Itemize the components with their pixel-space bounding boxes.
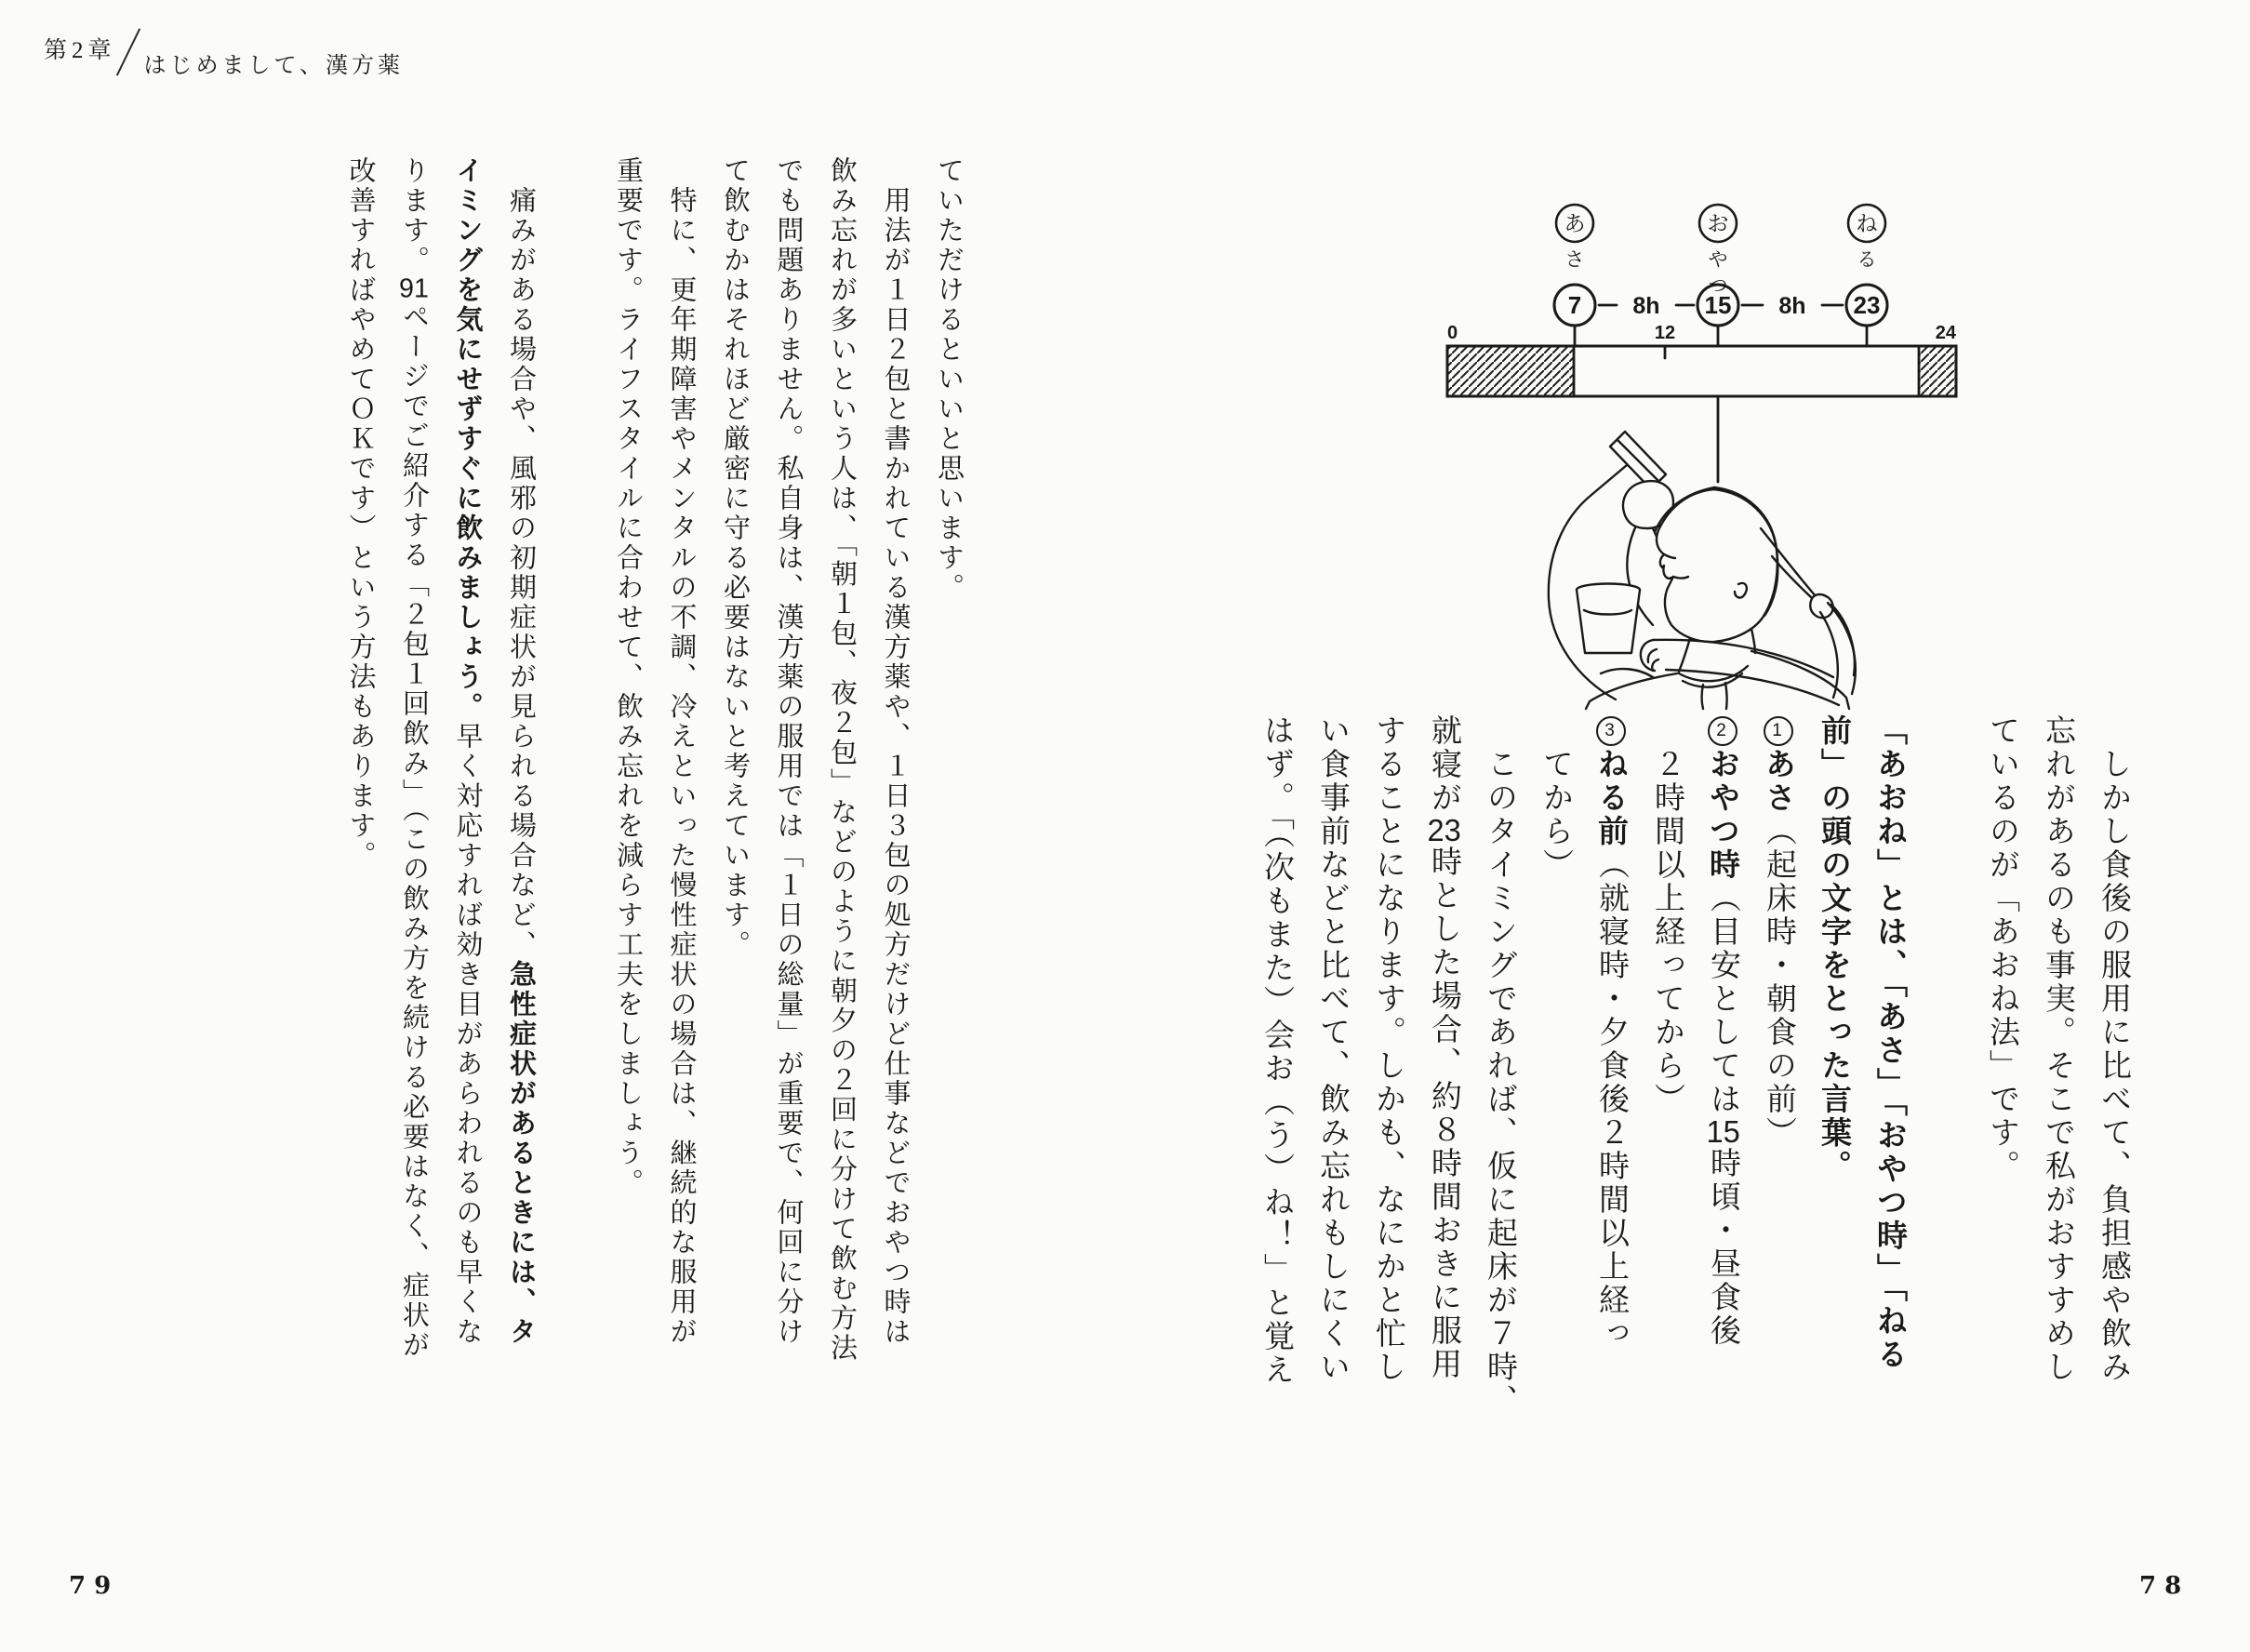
text-segment: 前」の頭の文字をとった言葉。 [1817,714,1852,1183]
kana-tail: る [1857,249,1877,271]
circled-number: 3 [1596,716,1626,746]
text-segment: でも問題ありません。私自身は、漢方薬の服用では「１日の総量」が重要で、何回に分け [773,156,804,1347]
running-head [44,26,404,79]
kana-head: ね [1856,211,1878,235]
text-column [1862,714,1918,1451]
circled-number: 1 [1764,716,1793,746]
tcy-number: 15 [1706,1116,1740,1147]
text-column [1639,714,1695,1485]
text-column [1527,714,1583,1485]
text-column [2085,714,2141,1485]
kana-head: あ [1564,211,1586,235]
text-segment: 時頃・昼食後 [1706,1147,1739,1348]
interval-label: 8h [1632,293,1660,319]
text-segment: しかし食後の服用に比べて、負担感や飲み [2097,748,2130,1384]
text-segment: 改善すればやめてＯＫです）という方法もあります。 [345,156,376,871]
text-column [1416,714,1471,1451]
text-column [333,156,387,1423]
text-column [815,156,869,1423]
tcy-number: 91 [399,275,429,302]
text-column [1471,714,1527,1485]
text-column [868,156,922,1453]
text-segment: 急性症状があるときには、タ [506,960,536,1347]
text-column [440,156,494,1423]
text-segment: （就寝時・夕食後２時間以上経っ [1594,848,1628,1351]
text-segment: ているのが「あおね法」です。 [1985,714,2018,1183]
timeline-labels [1447,205,1957,346]
text-segment: このタイミングであれば、仮に起床が７時、 [1483,748,1516,1418]
text-segment: することになります。しかも、なにかと忙し [1371,714,1405,1384]
text-column [1695,714,1751,1451]
kana-tail: や [1708,249,1728,271]
text-column [1806,714,1862,1451]
text-column [1304,714,1360,1451]
text-segment: ２時間以上経ってから） [1650,748,1684,1116]
text-segment: 重要です。ライフスタイルに合わせて、飲み忘れを減らす工夫をしましょう。 [613,156,643,1198]
text-column [1583,714,1639,1451]
dose-time-label: 7 [1567,291,1582,319]
text-segment: て飲むかはそれほど厳密に守る必要はないと考えています。 [720,156,750,960]
chapter-title: はじめまして、漢方薬 [143,54,405,78]
text-segment: い食事前などと比べて、飲み忘れもしにくい [1315,714,1349,1384]
text-segment: 「あおね」とは、「あさ」「おやつ時」「ねる [1873,714,1908,1372]
hour-label: 0 [1447,323,1458,343]
text-column [387,156,441,1423]
text-column [922,156,976,1423]
text-column [2030,714,2085,1451]
kanpo-timing-illustration [1418,119,1977,714]
text-column [1248,714,1304,1451]
text-segment: あさ [1762,748,1796,815]
text-segment: 特に、更年期障害やメンタルの不調、冷えといった慢性症状の場合は、継続的な服用が [666,186,697,1347]
text-segment: （起床時・朝食の前） [1762,815,1795,1150]
text-column [654,156,708,1453]
text-segment: てから） [1538,748,1572,882]
text-segment: ページでご紹介する「２包１回飲み」（この飲み方を続ける必要はなく、症状が [399,302,429,1361]
hour-label: 12 [1654,323,1676,343]
chapter-slash-divider [115,28,140,75]
text-segment: はず。「（次もまた）会お（う）ね！」と覚え [1259,714,1293,1387]
text-column [708,156,762,1423]
text-segment: イミングを気にせずすぐに飲みましょう。 [452,156,483,722]
text-segment: （目安としては [1706,882,1739,1116]
kana-tail: さ [1564,249,1585,271]
text-column [1751,714,1806,1451]
text-segment: ります。 [399,156,429,275]
page-number-left: 79 [69,1572,120,1600]
page-78-text-block [1248,714,2141,1451]
text-column [1974,714,2030,1451]
text-column [494,156,548,1453]
dose-time-label: 23 [1853,291,1881,319]
text-column [1360,714,1416,1451]
text-segment: 飲み忘れが多いという人は、「朝１包、夜２包」などのように朝夕の２回に分けて飲む方法 [827,156,857,1364]
text-column [761,156,815,1423]
text-segment: 時とした場合、約８時間おきに服用 [1427,846,1460,1381]
interval-label: 8h [1778,293,1806,319]
text-segment: 用法が１日２包と書かれている漢方薬や、１日３包の処方だけど仕事などでおやつ時は [880,186,911,1347]
dose-time-label: 15 [1704,291,1732,319]
woman-drinking-figure [1549,432,1856,709]
text-segment: ていただけるといいと思います。 [934,156,964,603]
text-segment: ねる前 [1594,748,1629,848]
kana-tail: つ [1708,275,1728,297]
text-segment: 早く対応すれば効き目があらわれるのも早くな [452,722,483,1347]
chapter-label: 第2章 [44,38,116,63]
hour-label: 24 [1935,323,1956,343]
text-segment: 痛みがある場合や、風邪の初期症状が見られる場合など、 [506,186,536,960]
text-segment: おやつ時 [1706,748,1740,882]
circled-number: 2 [1708,716,1737,746]
kana-head: お [1707,211,1729,235]
timeline-bar [1447,346,1956,482]
page-79-text-block [333,156,975,1423]
text-column [601,156,655,1423]
page-number-right: 78 [2139,1572,2190,1600]
text-segment: 就寝が [1427,714,1460,815]
text-segment: 忘れがあるのも事実。そこで私がおすすめし [2041,714,2074,1384]
tcy-number: 23 [1427,815,1461,846]
